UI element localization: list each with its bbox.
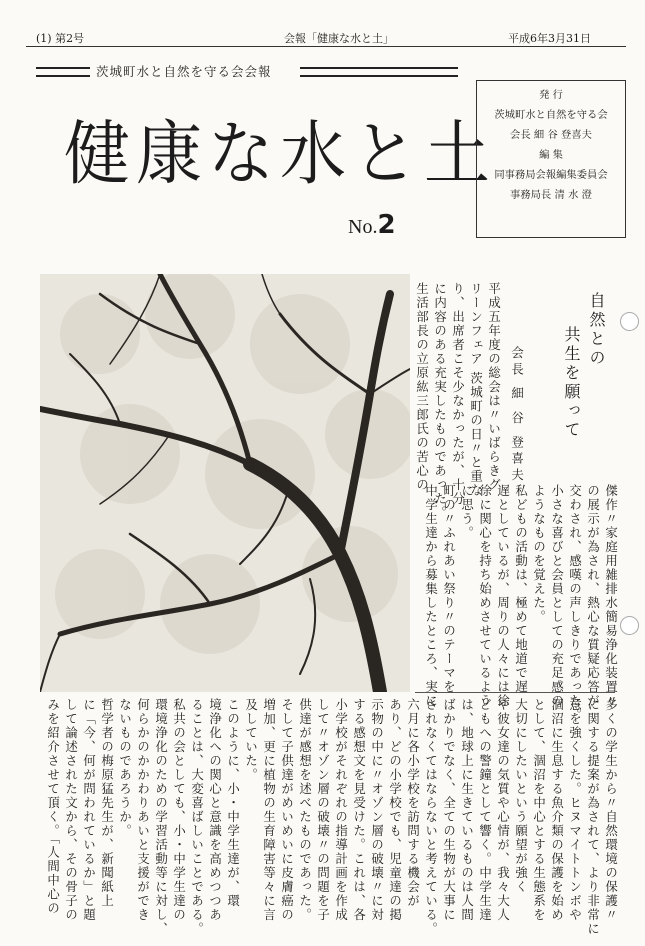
page-number: (1) 第2号 (36, 32, 85, 45)
body-column: 私共の会としても、小・中学生達の (171, 698, 187, 922)
body-column: 町の〃ふれあい祭り〃のテーマを (441, 484, 457, 694)
body-column: 六月に各小学校を訪問する機会が (405, 698, 421, 908)
article-heading-2: 共生を願って (562, 326, 581, 440)
body-column: 環境浄化のための学習活動等に対し、 (153, 698, 169, 936)
body-column: 何らかのかかわりあいと支援ができ (135, 698, 151, 922)
body-column: ばかりでなく、全ての生物が大事に (441, 698, 457, 922)
body-column: は、地球上に生きているものは人間 (459, 698, 475, 922)
body-column: に関する提案が為されて、より非常に (585, 698, 601, 936)
publisher-label: 発 行 (539, 89, 563, 101)
body-column: 境浄化への関心と意識を高めつつあ (207, 698, 223, 922)
body-column: リーンフェア 茨城町の日〃と重な (468, 282, 484, 498)
paper-name: 会報「健康な水と土」 (284, 32, 394, 45)
body-column: されなくてはならないと考えている。 (423, 698, 439, 936)
body-column: あり、どの小学校でも、児童達の掲 (387, 698, 403, 922)
body-column: して〃オゾン層の破壊〃の問題を子 (315, 698, 331, 922)
body-column: に内容のある充実したものであった。 (432, 282, 448, 520)
body-column: に「今、何が問われているか」と題 (81, 698, 97, 922)
body-column: 遅としているが、周りの人々には徐 (495, 484, 511, 708)
editor-label: 編 集 (539, 149, 563, 161)
body-column: 徐に関心を持ち始めさせているよう (477, 484, 493, 708)
body-column: 多くの学生から〃自然環境の保護〃 (603, 698, 619, 922)
editor-secretary: 事務局長 清 水 澄 (510, 189, 592, 201)
masthead-subtitle: 茨城町水と自然を守る会会報 (96, 64, 272, 79)
body-column: ないものであろうか。 (117, 698, 133, 838)
tree-branches-image (40, 274, 410, 692)
publisher-org: 茨城町水と自然を守る会 (494, 109, 608, 121)
body-column: に思う。 (459, 484, 475, 540)
section-divider (415, 692, 615, 693)
body-column: 平成五年度の総会は〃いばらきグ (486, 282, 502, 492)
body-column: 意を強くした。ヒヌマイトトンボや (567, 698, 583, 922)
body-column: 大切にしたいという願望が強く (513, 698, 529, 894)
body-column: ようなものを覚えた。 (531, 484, 547, 624)
article-heading-1: 自然との (587, 292, 606, 368)
body-column: 小学校がそれぞれの指導計画を作成 (333, 698, 349, 922)
body-column: 涸沼に生息する魚介類の保護を始め (549, 698, 565, 922)
body-column: 示物の中に〃オゾン層の破壊〃に対 (369, 698, 385, 922)
issue-date: 平成6年3月31日 (508, 32, 591, 45)
body-column: 哲学者の梅原猛先生が、新聞紙上 (99, 698, 115, 908)
body-column: みを紹介させて頂く。「人間中心の (45, 698, 61, 916)
editor-committee: 同事務局会報編集委員会 (494, 169, 608, 181)
publisher-box (476, 80, 626, 238)
body-column: や彼女達の気質や心情が、我々大人 (495, 698, 511, 922)
body-column: として、涸沼を中心とする生態系を (531, 698, 547, 922)
body-column: して論述された文から、その骨子の (63, 698, 79, 922)
body-column: 増加、更に植物の生育障害等々に言 (261, 698, 277, 922)
body-column: どもへの警鐘として響く。中学生達 (477, 698, 493, 922)
body-column: ることは、大変喜ばしいことである。 (189, 698, 205, 936)
top-rule (26, 46, 626, 47)
body-column: り、出席者こそ少なかったが、十分 (450, 282, 466, 506)
body-column: 生活部長の立原紘三郎氏の苦心の (414, 282, 430, 492)
body-column: 供達が感想を述べたものであった。 (297, 698, 313, 922)
body-column: 小さな喜びと会員としての充足感の (549, 484, 565, 708)
body-column: する感想文を見受けた。これは、各 (351, 698, 367, 922)
binder-hole (620, 312, 639, 331)
body-column: 交わされ、感嘆の声しきりであった。 (567, 484, 583, 722)
cherry-tree-photo (40, 274, 410, 692)
body-column: このように、小・中学生達が、環 (225, 698, 241, 908)
body-column: そして子供達がめいめいに皮膚癌の (279, 698, 295, 922)
body-column: 私どもの活動は、極めて地道で遅 (513, 484, 529, 694)
article-author: 会長 細 谷 登喜夫 (509, 346, 525, 485)
subtitle-rule-left (36, 67, 90, 77)
body-column: 傑作〃家庭用雑排水簡易浄化装置〃 (603, 484, 619, 708)
issue-number: No.2 (348, 210, 396, 240)
masthead-title: 健康な水と土 (64, 113, 496, 195)
body-column: 及していた。 (243, 698, 259, 782)
publisher-chair: 会長 細 谷 登喜夫 (510, 129, 592, 141)
subtitle-rule-right (300, 67, 458, 77)
body-column: 中学生達から募集したところ、実に (423, 484, 439, 708)
body-column: の展示が為され、熱心な質疑応答が (585, 484, 601, 708)
binder-hole (620, 616, 639, 635)
